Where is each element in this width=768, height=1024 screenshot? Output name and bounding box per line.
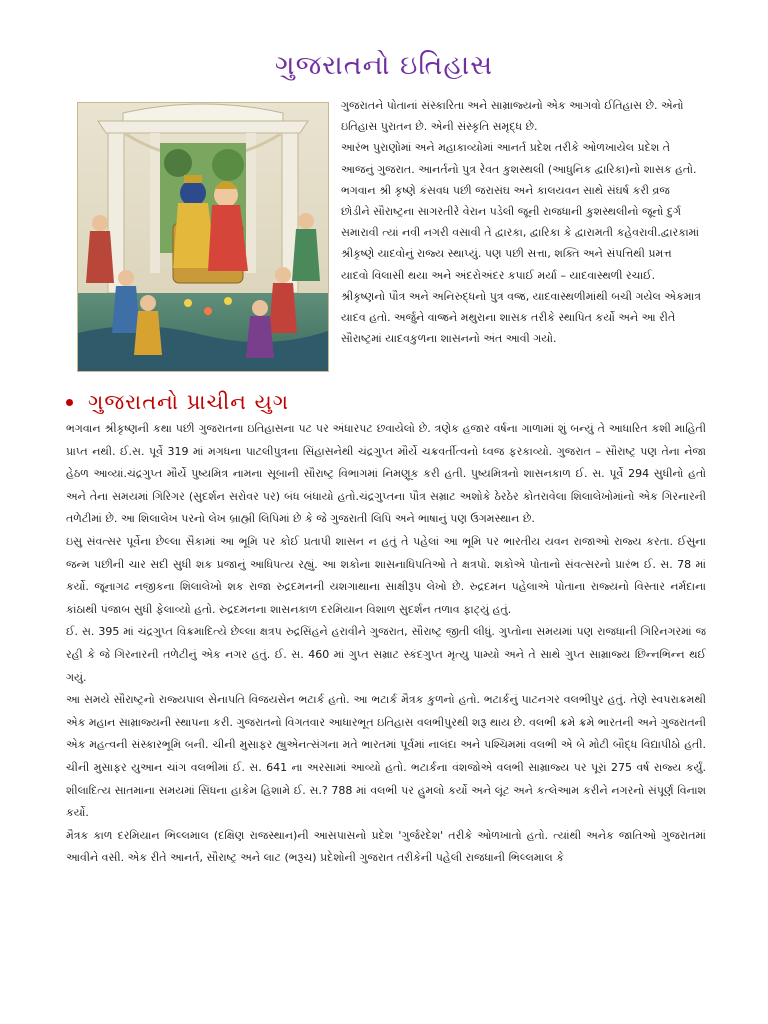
section-heading-text: ગુજરાતનો પ્રાચીન યુગ [88, 390, 290, 414]
krishna-painting-image [77, 102, 329, 372]
intro-text [341, 95, 701, 349]
krishna-painting-icon [78, 103, 328, 371]
body-paragraph-4: આ સમયે સૌરાષ્ટ્રનો રાજ્યપાલ સેનાપતિ વિજયસેન ભટાર્ક હતો. આ ભટાર્ક મૈત્રક કુળનો હતો. ભટાર્કનું પાટનગર વલભીપુર હતું. તેણે સ્વપરાક્રમથી એક મહાન સામ્રાજ્યની સ્થાપના કરી. ગુજરાતનો વિગતવાર આધારભૂત ઇતિહાસ વલભીપુરથી શરૂ થાય છે. વલભી ક્રમે ક્રમે ભારતની અને ગુજરાતની એક મહત્વની સંસ્કારભૂમિ બની. ચીની મુસાફર હ્યુએનત્સંગના મતે ભારતમાં પૂર્વમાં નાલંદા અને પશ્ચિમમાં વલભી એ બે મોટી બૌદ્ધ વિદ્યાપીઠો હતી. ચીની મુસાફર યુઆન ચાંગ વલભીમાં ઈ. સ. 641 ના અરસામાં આવ્યો હતો. ભટાર્કના વંશજોએ વલભી સામ્રાજ્ય પર પૂરાં 275 વર્ષ રાજ્ય કર્યું. શીલાદિત્ય સાતમાના સમયમાં સિંધના હાકેમ હિશામે ઈ. સ.? 788 માં વલભી પર હુમલો કર્યો અને લૂંટ અને કત્લેઆમ કરીને નગરનો સંપૂર્ણ વિનાશ કર્યો. [66, 693, 706, 820]
body-paragraph-1: ભગવાન શ્રીકૃષ્ણની કથા પછી ગુજરાતના ઇતિહાસના પટ પર અંધારપટ છવાયેલો છે. ત્રણેક હજાર વર્ષના ગાળામાં શું બન્યું તે આધારિત કશી માહિતી પ્રાપ્ત નથી. ઈ.સ. પૂર્વે 319 માં મગધના પાટલીપુત્રના સિંહાસનેથી ચંદ્રગુપ્ત મૌર્યે ચક્રવર્તીત્વનો ધ્વજ ફરકાવ્યો. ગુજરાત – સૌરાષ્ટ્ર પણ તેના નેજા હેઠળ આવ્યાં.ચંદ્રગુપ્ત મૌર્યે પુષ્યમિત્ર નામના સૂબાની સૌરાષ્ટ્ર વિભાગમાં નિમણૂક કરી હતી. પુષ્યમિત્રનો શાસનકાળ ઈ. સ. પૂર્વે 294 સુધીનો હતો અને તેના સમયમાં ગિરિગર (સુદર્શન સરોવર પર) બંધ બંધાયો હતો.ચંદ્રગુપ્તના પૌત્ર સમ્રાટ અશોકે ઠેરઠેર કોતરાવેલા શિલાલેખોમાંનો એક ગિરનારની તળેટીમાં છે. આ શિલાલેખ પરનો લેખ બ્રાહ્મી લિપિમાં છે કે જે ગુજરાતી લિપિ અને ભાષાનું પણ ઉગમસ્થાન છે. [66, 422, 706, 526]
page-title: ગુજરાતનો ઇતિહાસ [274, 50, 494, 81]
section-heading [66, 390, 289, 415]
body-paragraph-3: ઈ. સ. 395 માં ચંદ્રગુપ્ત વિક્રમાદિત્યે છેલ્લા ક્ષત્રપ રુદ્રસિંહને હરાવીને ગુજરાત, સૌરાષ્ટ્ર જીતી લીધું. ગુપ્તોના સમયમાં પણ રાજધાની ગિરિનગરમાં જ રહી કે જે ગિરનારની તળેટીનું એક નગર હતું. ઈ. સ. 460 માં ગુપ્ત સમ્રાટ સ્કંદગુપ્ત મૃત્યુ પામ્યો અને તે સાથે ગુપ્ત સામ્રાજ્ય છિન્નભિન્ન થઈ ગયું. [66, 625, 706, 684]
intro-paragraph-1: ગુજરાતને પોતાનાં સંસ્કારિતા અને સામ્રાજ્યનો એક આગવો ઈતિહાસ છે. એનો ઇતિહાસ પુરાતન છે. એની સંસ્કૃતિ સમૃદ્ધ છે. [341, 99, 684, 134]
body-paragraph-2: ઇસુ સંવત્સર પૂર્વેના છેલ્લા સૈકામાં આ ભૂમિ પર કોઈ પ્રતાપી શાસન ન હતું તે પહેલાં આ ભૂમિ પર ભારતીય યવન રાજાઓ રાજ્ય કરતા. ઈસુના જન્મ પછીની ચાર સદી સુધી શક પ્રજાનું આધિપત્ય રહ્યું. આ શકોના શાસનાધિપતિઓ તે ક્ષત્રપો. શકોએ પોતાનો સંવત્સરનો પ્રારંભ ઈ. સ. 78 માં કર્યો. જૂનાગઢ નજીકના શિલાલેખો શક રાજા રુદ્રદમનની યશગાથાના સાક્ષીરૂપ લેખો છે. રુદ્રદમન પહેલાએ પોતાના રાજ્યનો વિસ્તાર નર્મદાના કાંઠાથી પંજાબ સુધી ફેલાવ્યો હતો. રુદ્રદમનના શાસનકાળ દરમિયાન વિશાળ સુદર્શન તળાવ ફાટ્યું હતું. [66, 534, 706, 616]
bullet-icon [66, 399, 73, 406]
body-paragraph-5: મૈત્રક કાળ દરમિયાન ભિલ્લમાલ (દક્ષિણ રાજસ્થાન)ની આસપાસનો પ્રદેશ 'ગુર્જરદેશ' તરીકે ઓળખાતો હતો. ત્યાંથી અનેક જાતિઓ ગુજરાતમાં આવીને વસી. એક રીતે આનર્ત, સૌરાષ્ટ્ર અને લાટ (ભરૂચ) પ્રદેશોની ગુજરાત તરીકેની પહેલી રાજધાની ભિલ્લમાલ કે [66, 828, 706, 865]
section-body [66, 418, 706, 870]
intro-paragraph-2: આરંભ પુરાણોમાં અને મહાકાવ્યોમાં આનર્ત પ્રદેશ તરીકે ઓળખાયેલ પ્રદેશ તે આજનું ગુજરાત. આનર્તનો પુત્ર રેવત કુશસ્થલી (આધુનિક દ્વારિકા)નો શાસક હતો. ભગવાન શ્રી કૃષ્ણે કંસવધ પછી જરાસંઘ અને કાલયવન સાથે સંઘર્ષ કરી વ્રજ છોડીને સૌરાષ્ટ્રના સાગરતીરે વેરાન પડેલી જૂની રાજધાની કુશસ્થલીનો જૂનો દુર્ગ સમારાવી ત્યાં નવી નગરી વસાવી તે દ્વારકા, દ્વારિકા કે દ્વારામતી કહેવરાવી.દ્વારકામાં શ્રીકૃષ્ણે યાદવોનું રાજ્ય સ્થાપ્યું. પણ પછી સત્તા, શક્તિ અને સંપત્તિથી પ્રમત્ત યાદવો વિલાસી થયા અને અંદરોઅંદર કપાઈ મર્યા – યાદવાસ્થળી રચાઈ. શ્રીકૃષ્ણનો પૌત્ર અને અનિરુદ્ધનો પુત્ર વજ્ર, યાદવાસ્થળીમાંથી બચી ગયેલ એકમાત્ર યાદવ હતો. અર્જુને વાજ્રને મથુરાના શાસક તરીકે સ્થાપિત કર્યો અને આ રીતે સૌરાષ્ટ્રમાં યાદવકુળના શાસનનો અંત આવી ગયો. [341, 141, 701, 346]
